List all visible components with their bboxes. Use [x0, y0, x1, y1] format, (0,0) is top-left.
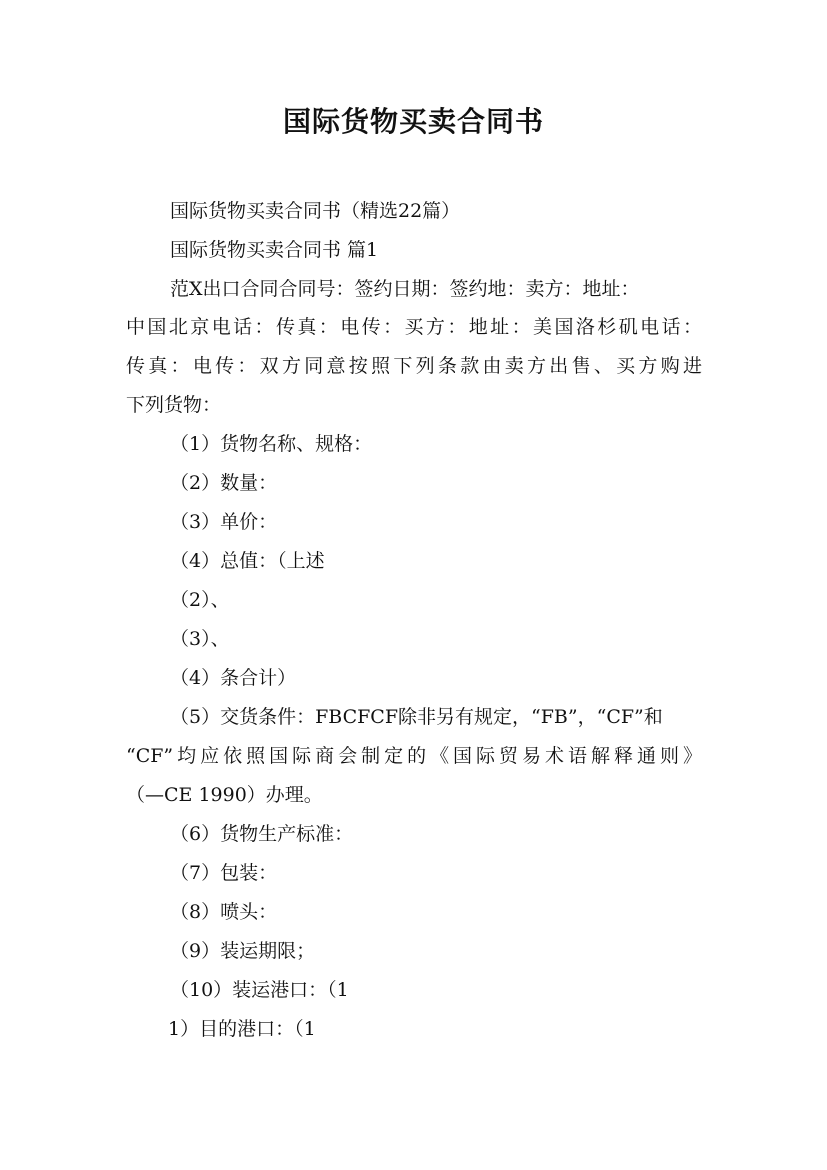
paragraph-line: 下列货物：: [126, 394, 222, 416]
paragraph-line: （3）、: [170, 628, 230, 650]
document-title: 国际货物买卖合同书: [282, 105, 544, 138]
paragraph-line: （4）条合计）: [170, 667, 297, 689]
paragraph-line: 国际货物买卖合同书 篇1: [170, 239, 379, 261]
paragraph-line: 中国北京电话：传真：电传：买方：地址：美国洛杉矶电话：: [126, 316, 702, 338]
paragraph-line: 传真：电传：双方同意按照下列条款由卖方出售、买方购进: [126, 355, 702, 377]
paragraph-line: （8）喷头：: [170, 901, 278, 923]
paragraph-line: （7）包装：: [170, 862, 278, 884]
paragraph-line: （3）单价：: [170, 511, 278, 533]
paragraph-line: 1）目的港口：（1: [168, 1018, 316, 1040]
paragraph-line: （10）装运港口：（1: [170, 979, 349, 1001]
paragraph-line: （6）货物生产标准：: [170, 823, 354, 845]
paragraph-line: （4）总值：（上述: [170, 550, 325, 572]
paragraph-line: （5）交货条件：FBCFCF除非另有规定，“FB”，“CF”和: [170, 706, 663, 728]
paragraph-line: （1）货物名称、规格：: [170, 433, 373, 455]
paragraph-line: （2）、: [170, 589, 230, 611]
paragraph-line: 国际货物买卖合同书（精选22篇）: [170, 200, 461, 222]
paragraph-line: “CF”均应依照国际商会制定的《国际贸易术语解释通则》: [126, 745, 702, 767]
paragraph-line: （2）数量：: [170, 472, 278, 494]
paragraph-line: （—CE 1990）办理。: [126, 784, 323, 806]
paragraph-line: （9）装运期限；: [170, 940, 316, 962]
paragraph-line: 范X出口合同合同号：签约日期：签约地：卖方：地址：: [170, 278, 640, 300]
